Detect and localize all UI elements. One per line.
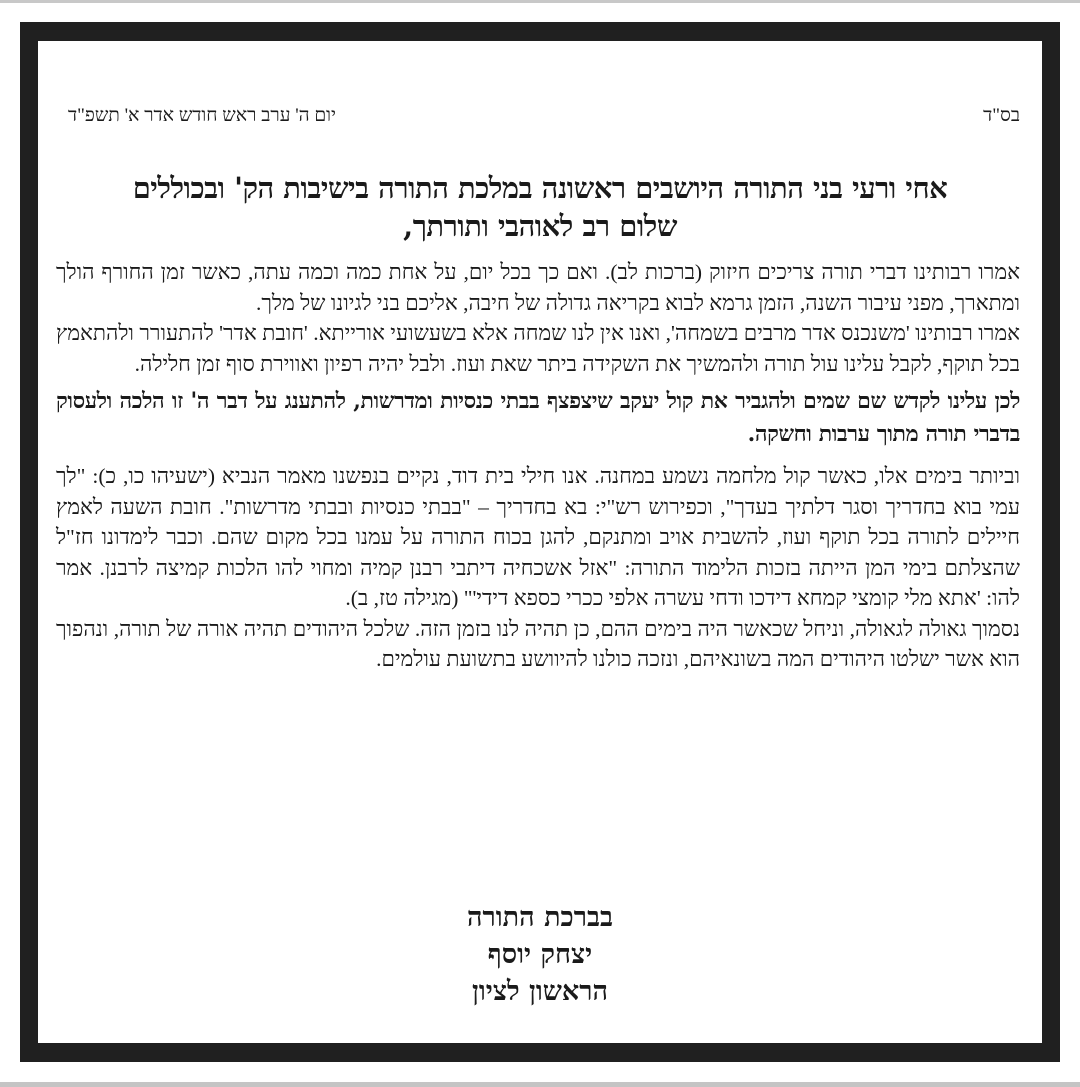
top-edge-line	[0, 0, 1080, 3]
letter-body	[56, 257, 1020, 675]
title-line-2: שלום רב לאוהבי ותורתך,	[403, 209, 677, 243]
bottom-edge-line	[0, 1082, 1080, 1087]
hebrew-date: יום ה' ערב ראש חודש אדר א' תשפ"ד	[68, 105, 337, 126]
signature-block	[38, 899, 1042, 1010]
letter-frame	[20, 22, 1060, 1062]
paragraph-5: נסמוך גאולה לגאולה, וניחל שכאשר היה בימים ההם, כן תהיה לנו בזמן הזה. שלכל היהודים תהיה אורה של תורה, ונהפוך הוא אשר ישלטו היהודים המה בשונאיהם, ונזכה כולנו להיוושע בתשועת עולמים.	[56, 616, 1020, 671]
paragraph-bold-call: לכן עלינו לקדש שם שמים ולהגביר את קול יעקב שיצפצף בבתי כנסיות ומדרשות, להתענג על דבר ה' זו הלכה ולעסוק בדברי תורה מתוך ערבות וחשקה.	[56, 388, 1020, 447]
bsd-marker: בס"ד	[983, 105, 1020, 126]
signature-name: יצחק יוסף	[487, 939, 593, 970]
signature-blessing: בברכת התורה	[466, 902, 614, 933]
title-line-1: אחי ורעי בני התורה היושבים ראשונה במלכת התורה בישיבות הק' ובכוללים	[132, 171, 948, 205]
paragraph-1: אמרו רבותינו דברי תורה צריכים חיזוק (ברכות לב). ואם כך בכל יום, על אחת כמה וכמה עתה, כאשר זמן החורף הולך ומתארך, מפני עיבור השנה, הזמן גרמא לבוא בקריאה גדולה של חיבה, אליכם בני לגיונו של מלך.	[56, 260, 1020, 315]
signature-title: הראשון לציון	[471, 976, 609, 1007]
letter-title	[58, 169, 1022, 245]
paragraph-2: אמרו רבותינו 'משנכנס אדר מרבים בשמחה', ואנו אין לנו שמחה אלא בשעשועי אורייתא. 'חובת אדר' להתעורר ולהתאמץ בכל תוקף, לקבל עלינו עול תורה ולהמשיך את השקידה ביתר שאת ועוז. ולבל יהיה רפיון ואווירת סוף זמן חלילה.	[56, 321, 1020, 376]
letter-page	[38, 41, 1042, 1043]
paragraph-4: וביותר בימים אלו, כאשר קול מלחמה נשמע במחנה. אנו חילי בית דוד, נקיים בנפשנו מאמר הנביא (ישעיהו כו, כ): "לך עמי בוא בחדריך וסגר דלתיך בעדך", וכפירוש רש"י: בא בחדריך – "בבתי כנסיות ובבתי מדרשות". חובת השעה לאמץ חיילים לתורה בכל תוקף ועוז, להשבית אויב ומתנקם, להגן בכוח התורה על עמנו בכל מקום שהם. וכבר לימדונו חז"ל שהצלתם בימי המן הייתה בזכות הלימוד התורה: "אזל אשכחיה דיתבי רבנן קמיה ומחוי להו הלכות קמיצה לרבנן. אמר להו: 'אתא מלי קומצי קמחא דידכו ודחי עשרה אלפי ככרי כספא דידי'" (מגילה טז, ב).	[56, 464, 1020, 610]
